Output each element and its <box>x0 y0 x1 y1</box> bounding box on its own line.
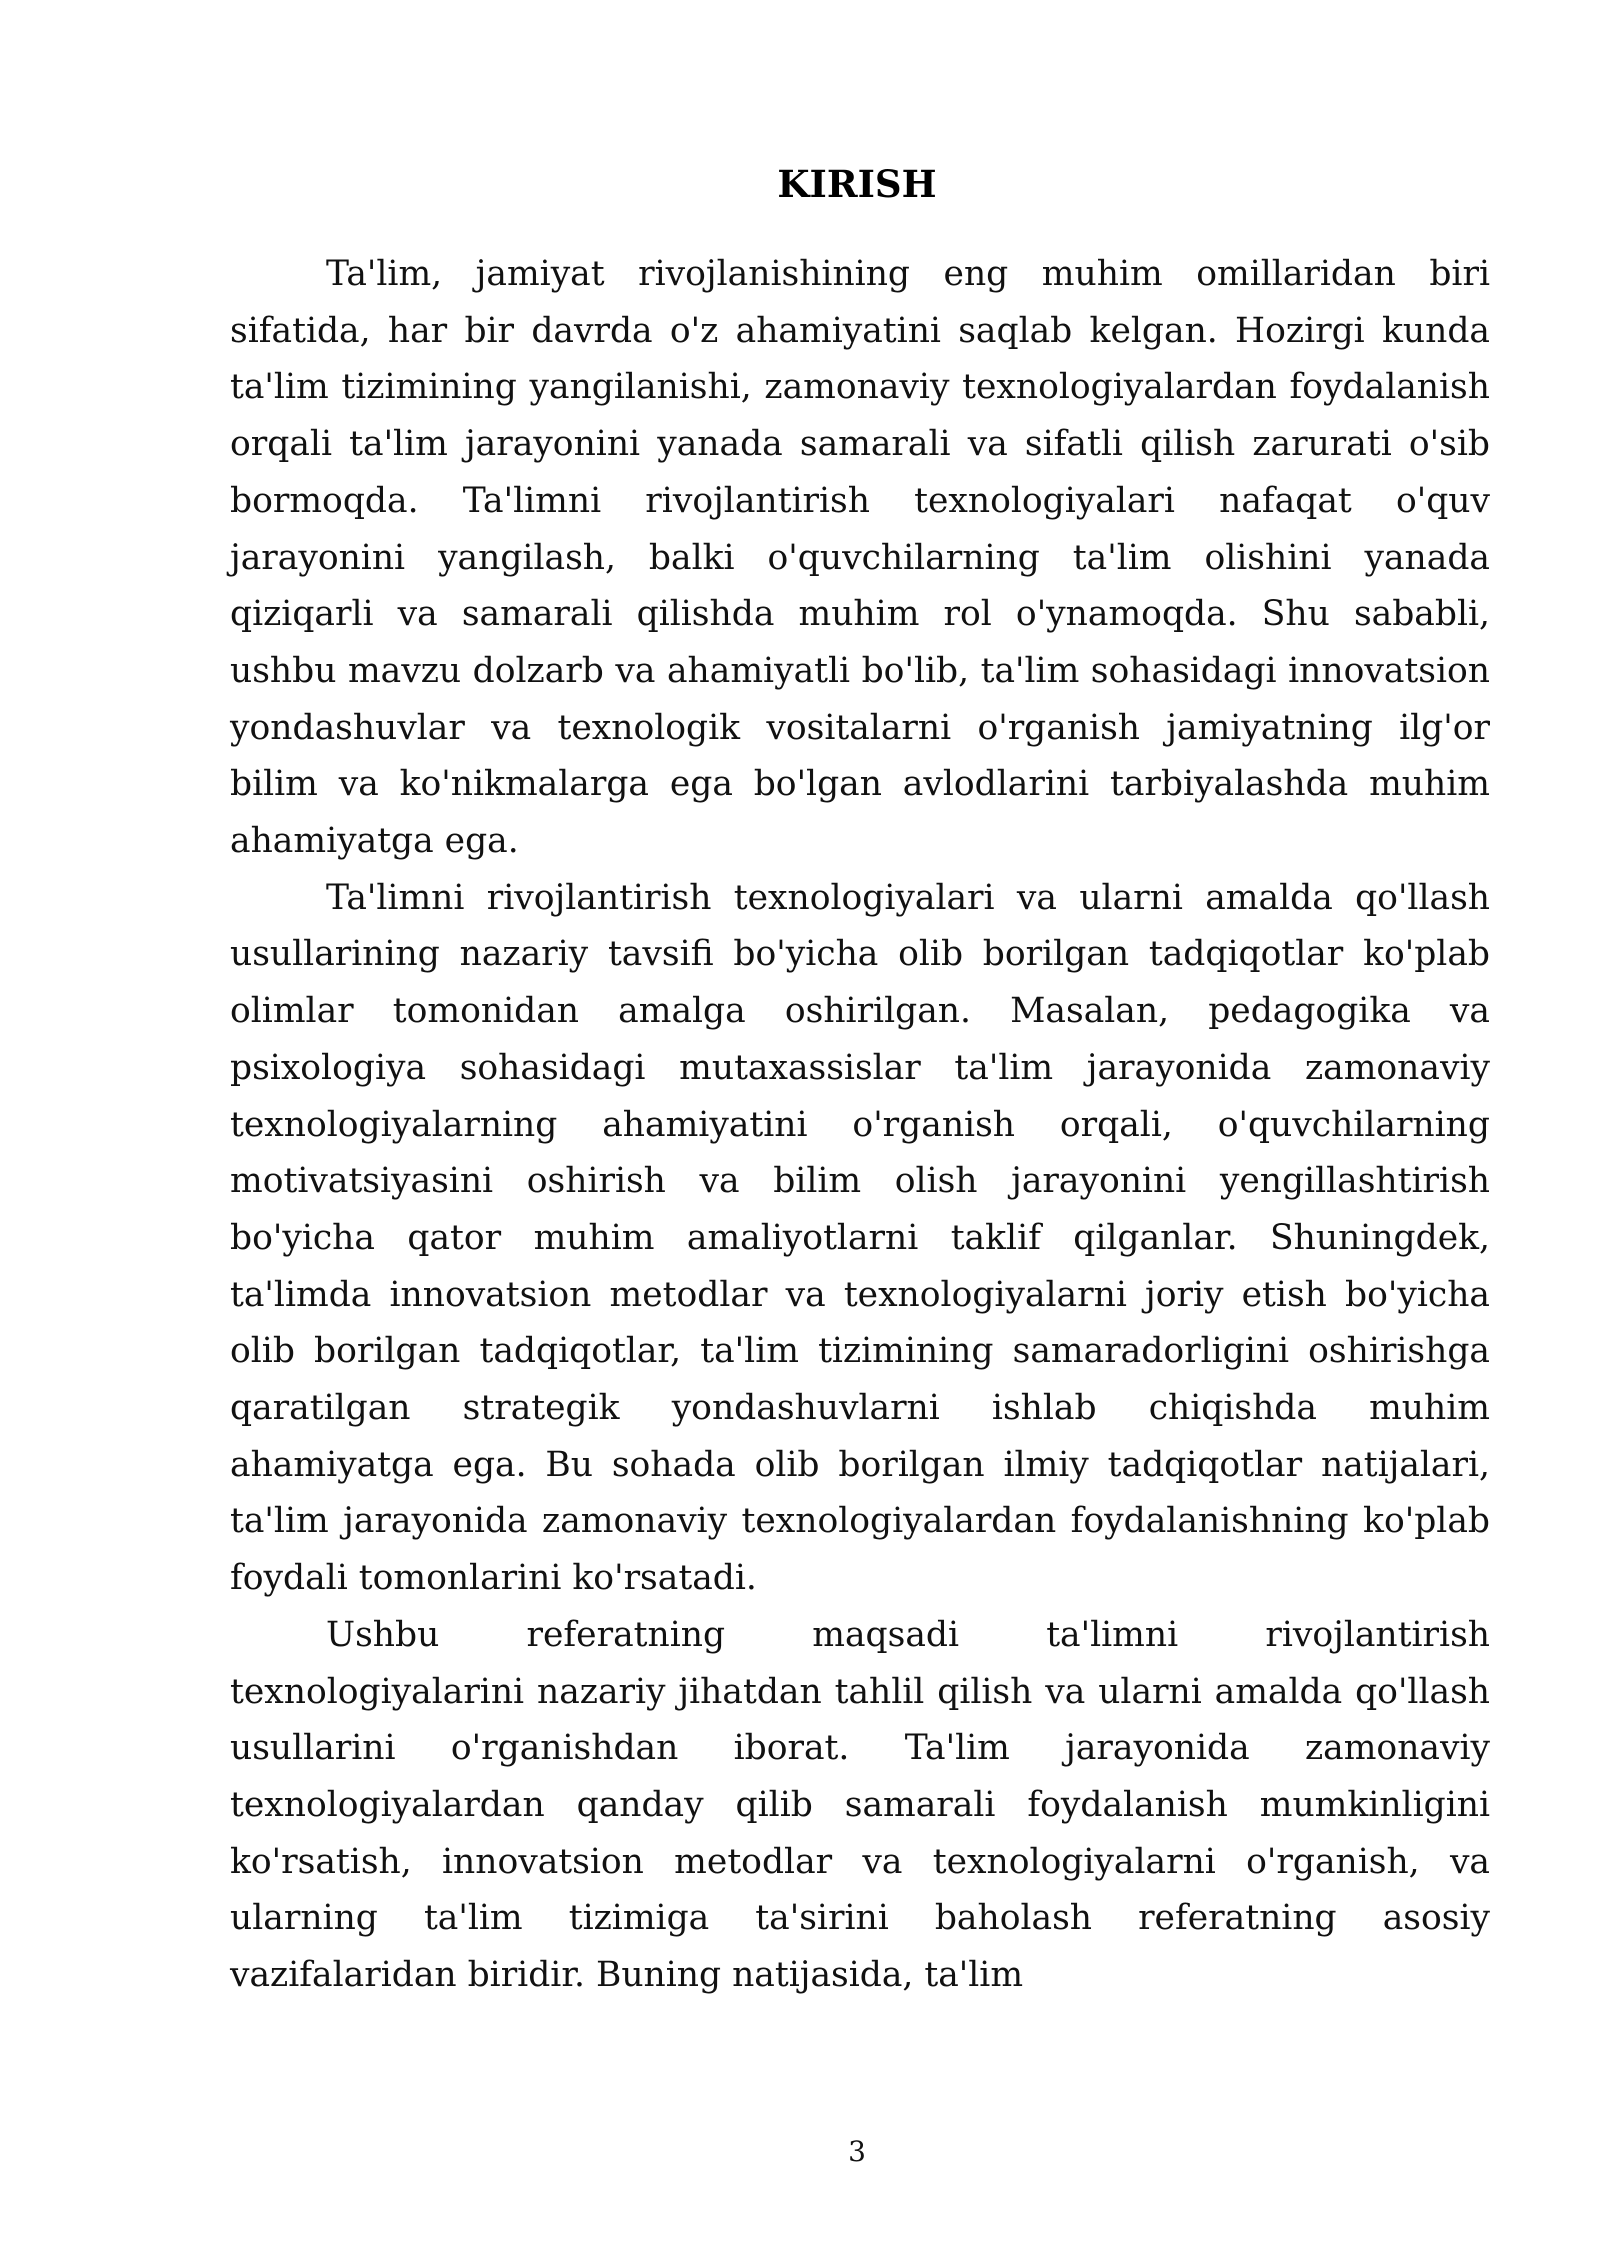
paragraph-1: Ta'lim, jamiyat rivojlanishining eng muhim omillaridan biri sifatida, har bir davrda o'z ahamiyatini saqlab kelgan. Hozirgi kunda ta'lim tizimining yangilanishi, zamonaviy texnologiyalardan foydalanish orqali ta'lim jarayonini yanada samarali va sifatli qilish zarurati o'sib bormoqda. Ta'limni rivojlantirish texnologiyalari nafaqat o'quv jarayonini yangilash, balki o'quvchilarning ta'lim olishini yanada qiziqarli va samarali qilishda muhim rol o'ynamoqda. Shu sababli, ushbu mavzu dolzarb va ahamiyatli bo'lib, ta'lim sohasidagi innovatsion yondashuvlar va texnologik vositalarni o'rganish jamiyatning ilg'or bilim va ko'nikmalarga ega bo'lgan avlodlarini tarbiyalashda muhim ahamiyatga ega. <box>230 254 1490 862</box>
paragraph-3: Ushbu referatning maqsadi ta'limni rivojlantirish texnologiyalarini nazariy jihatdan tahlil qilish va ularni amalda qo'llash usullarini o'rganishdan iborat. Ta'lim jarayonida zamonaviy texnologiyalardan qanday qilib samarali foydalanish mumkinligini ko'rsatish, innovatsion metodlar va texnologiyalarni o'rganish, va ularning ta'lim tizimiga ta'sirini baholash referatning asosiy vazifalaridan biridir. Buning natijasida, ta'lim <box>230 1614 1490 1996</box>
document-body <box>230 246 1490 2004</box>
paragraph-2: Ta'limni rivojlantirish texnologiyalari va ularni amalda qo'llash usullarining nazariy tavsifi bo'yicha olib borilgan tadqiqotlar ko'plab olimlar tomonidan amalga oshirilgan. Masalan, pedagogika va psixologiya sohasidagi mutaxassislar ta'lim jarayonida zamonaviy texnologiyalarning ahamiyatini o'rganish orqali, o'quvchilarning motivatsiyasini oshirish va bilim olish jarayonini yengillashtirish bo'yicha qator muhim amaliyotlarni taklif qilganlar. Shuningdek, ta'limda innovatsion metodlar va texnologiyalarni joriy etish bo'yicha olib borilgan tadqiqotlar, ta'lim tizimining samaradorligini oshirishga qaratilgan strategik yondashuvlarni ishlab chiqishda muhim ahamiyatga ega. Bu sohada olib borilgan ilmiy tadqiqotlar natijalari, ta'lim jarayonida zamonaviy texnologiyalardan foydalanishning ko'plab foydali tomonlarini ko'rsatadi. <box>230 877 1490 1599</box>
page-title: KIRISH <box>777 162 937 206</box>
page-number: 3 <box>848 2135 866 2168</box>
